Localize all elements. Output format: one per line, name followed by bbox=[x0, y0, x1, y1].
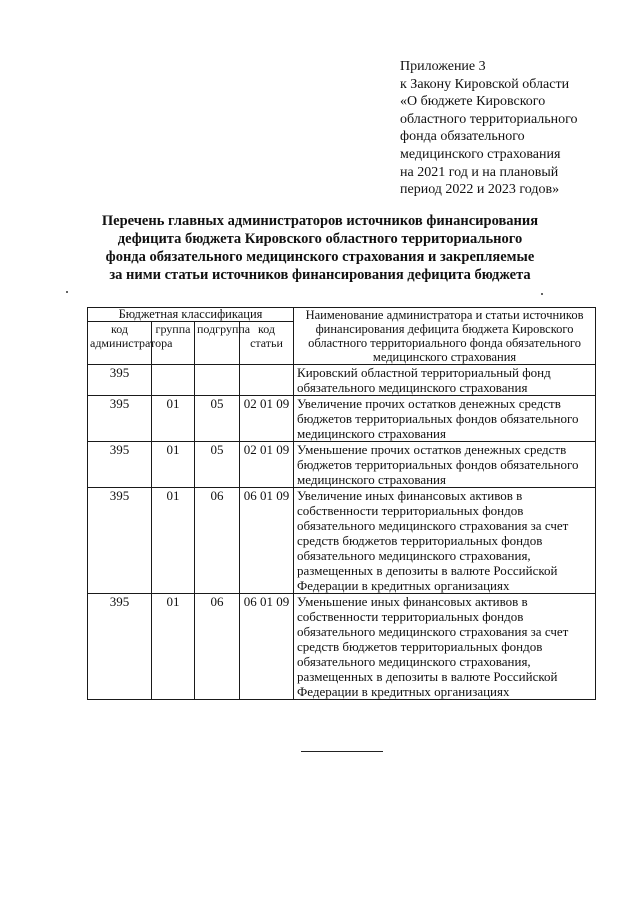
article-code-cell: 02 01 09 bbox=[240, 396, 294, 442]
table-row bbox=[88, 488, 596, 594]
document-title bbox=[60, 212, 580, 284]
subgroup-cell: 06 bbox=[195, 594, 240, 700]
closing-divider bbox=[301, 751, 383, 752]
budget-classification-header: Бюджетная классификация bbox=[88, 308, 294, 322]
name-cell: Уменьшение прочих остатков денежных средств бюджетов территориальных фондов обязательного медицинского страхования bbox=[294, 442, 596, 488]
scan-speck bbox=[66, 291, 68, 293]
title-line: Перечень главных администраторов источников финансирования bbox=[101, 213, 539, 229]
appendix-line: областного территориального bbox=[400, 111, 578, 127]
admin-code-header: код администратора bbox=[88, 322, 152, 365]
article-code-cell: 06 01 09 bbox=[240, 488, 294, 594]
article-code-cell: 06 01 09 bbox=[240, 594, 294, 700]
title-line: фонда обязательного медицинского страхования и закрепляемые bbox=[105, 249, 535, 265]
appendix-line: «О бюджете Кировского bbox=[400, 94, 546, 110]
group-cell: 01 bbox=[152, 396, 195, 442]
table-row bbox=[88, 365, 596, 396]
admin-code-cell: 395 bbox=[88, 488, 152, 594]
group-cell: 01 bbox=[152, 442, 195, 488]
table-row bbox=[88, 442, 596, 488]
appendix-line: медицинского страхования bbox=[400, 146, 561, 162]
article-code-cell bbox=[240, 365, 294, 396]
admin-code-cell: 395 bbox=[88, 442, 152, 488]
article-code-cell: 02 01 09 bbox=[240, 442, 294, 488]
subgroup-header: подгруппа bbox=[195, 322, 240, 365]
name-cell: Уменьшение иных финансовых активов в собственности территориальных фондов обязательного медицинского страхования за счет средств бюджетов территориальных фондов обязательного медицинского страхования, размещенных в депозиты в валюте Российской Федерации в кредитных организациях bbox=[294, 594, 596, 700]
group-header: группа bbox=[152, 322, 195, 365]
appendix-block bbox=[400, 58, 630, 199]
title-line: дефицита бюджета Кировского областного территориального bbox=[117, 231, 523, 247]
group-cell bbox=[152, 365, 195, 396]
name-column-header: Наименование администратора и статьи источников финансирования дефицита бюджета Кировского областного территориального фонда обязательного медицинского страхования bbox=[294, 308, 596, 365]
appendix-line: на 2021 год и на плановый bbox=[400, 164, 559, 180]
scan-speck bbox=[541, 293, 543, 295]
subgroup-cell: 06 bbox=[195, 488, 240, 594]
appendix-line: фонда обязательного bbox=[400, 129, 525, 145]
admin-code-cell: 395 bbox=[88, 594, 152, 700]
name-cell: Кировский областной территориальный фонд обязательного медицинского страхования bbox=[294, 365, 596, 396]
group-cell: 01 bbox=[152, 488, 195, 594]
table-row bbox=[88, 396, 596, 442]
admin-code-cell: 395 bbox=[88, 396, 152, 442]
group-cell: 01 bbox=[152, 594, 195, 700]
name-cell: Увеличение иных финансовых активов в собственности территориальных фондов обязательного медицинского страхования за счет средств бюджетов территориальных фондов обязательного медицинского страхования, размещенных в депозиты в валюте Российской Федерации в кредитных организациях bbox=[294, 488, 596, 594]
sources-table bbox=[87, 307, 596, 700]
name-cell: Увеличение прочих остатков денежных средств бюджетов территориальных фондов обязательного медицинского страхования bbox=[294, 396, 596, 442]
subgroup-cell: 05 bbox=[195, 396, 240, 442]
appendix-line: период 2022 и 2023 годов» bbox=[400, 182, 560, 198]
subgroup-cell: 05 bbox=[195, 442, 240, 488]
title-line: за ними статьи источников финансирования дефицита бюджета bbox=[109, 267, 531, 283]
appendix-line: Приложение 3 bbox=[400, 59, 486, 74]
admin-code-cell: 395 bbox=[88, 365, 152, 396]
article-code-header: код статьи bbox=[240, 322, 294, 365]
appendix-line: к Закону Кировской области bbox=[400, 76, 570, 92]
subgroup-cell bbox=[195, 365, 240, 396]
table-row bbox=[88, 594, 596, 700]
